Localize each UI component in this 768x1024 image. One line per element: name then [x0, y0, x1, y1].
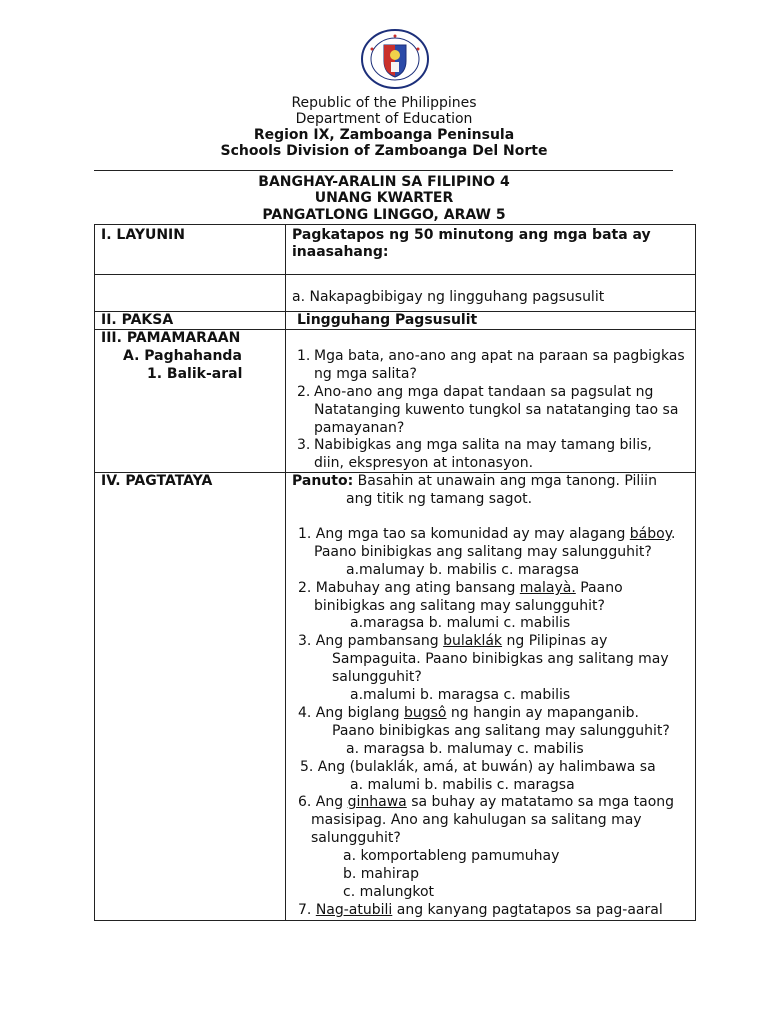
header-divider	[94, 170, 673, 171]
list-item: Ano-ano ang mga dapat tandaan sa pagsulat ng	[314, 384, 654, 400]
underlined-word: báboy	[629, 526, 672, 542]
list-item-number: 1.	[297, 348, 311, 364]
list-item: ng mga salita?	[314, 366, 417, 382]
question-6: 6. Ang ginhawa sa buhay ay matatamo sa mga taong	[298, 794, 675, 810]
pamamaraan-balik-aral: 1. Balik-aral	[147, 366, 243, 382]
header-region: Region IX, Zamboanga Peninsula	[253, 127, 515, 143]
section-paksa-label: II. PAKSA	[101, 312, 174, 328]
title-week-day: PANGATLONG LINGGO, ARAW 5	[262, 207, 506, 223]
layunin-intro-cont: inaasahang:	[292, 244, 389, 260]
paksa-value: Lingguhang Pagsusulit	[297, 312, 478, 328]
question-3-prompt: Sampaguita. Paano binibigkas ang salitang may	[332, 651, 669, 667]
question-2-prompt: binibigkas ang salitang may salungguhit?	[314, 598, 605, 614]
question-1-choices: a.malumay b. mabilis c. maragsa	[346, 562, 580, 578]
title-quarter: UNANG KWARTER	[314, 190, 454, 206]
question-6-choice-c: c. malungkot	[343, 884, 434, 900]
panuto-text-cont: ang titik ng tamang sagot.	[346, 491, 533, 507]
question-6-prompt: masisipag. Ano ang kahulugan sa salitang may	[311, 812, 642, 828]
layunin-intro: Pagkatapos ng 50 minutong ang mga bata ay	[292, 227, 651, 243]
panuto-instruction	[292, 472, 657, 490]
row-divider	[95, 274, 695, 275]
question-7: 7. Nag-atubili ang kanyang pagtatapos sa pag-aaral	[298, 902, 663, 918]
question-3-prompt-cont: salungguhit?	[332, 669, 422, 685]
panuto-text: Basahin at unawain ang mga tanong. Piliin	[353, 473, 657, 489]
list-item: Nabibigkas ang mga salita na may tamang bilis,	[314, 437, 652, 453]
question-3-choices: a.malumi b. maragsa c. mabilis	[350, 687, 571, 703]
question-4: 4. Ang biglang bugsô ng hangin ay mapanganib.	[298, 705, 639, 721]
list-item: diin, ekspresyon at intonasyon.	[314, 455, 534, 471]
underlined-word: bugsô	[403, 705, 447, 721]
section-pagtataya-label: IV. PAGTATAYA	[101, 473, 213, 489]
question-6-choice-a: a. komportableng pamumuhay	[343, 848, 560, 864]
section-pamamaraan-label: III. PAMAMARAAN	[101, 330, 241, 346]
list-item: pamayanan?	[314, 420, 405, 436]
lesson-plan-table	[94, 224, 696, 921]
header-department: Department of Education	[295, 111, 473, 127]
question-6-prompt-cont: salungguhit?	[311, 830, 401, 846]
section-layunin-label: I. LAYUNIN	[101, 227, 185, 243]
list-item: Mga bata, ano-ano ang apat na paraan sa pagbigkas	[314, 348, 685, 364]
pamamaraan-paghahanda: A. Paghahanda	[123, 348, 242, 364]
list-item-number: 3.	[297, 437, 311, 453]
question-4-choices: a. maragsa b. malumay c. mabilis	[346, 741, 584, 757]
question-1-prompt: Paano binibigkas ang salitang may salungguhit?	[314, 544, 652, 560]
question-4-prompt: Paano binibigkas ang salitang may salungguhit?	[332, 723, 670, 739]
deped-seal-logo	[360, 29, 430, 89]
list-item: Natatanging kuwento tungkol sa natatanging tao sa	[314, 402, 679, 418]
underlined-word: malayà.	[519, 580, 576, 596]
question-2-choices: a.maragsa b. malumi c. mabilis	[350, 615, 571, 631]
title-subject: BANGHAY-ARALIN SA FILIPINO 4	[258, 174, 510, 190]
header-republic: Republic of the Philippines	[291, 95, 477, 111]
underlined-word: ginhawa	[347, 794, 407, 810]
underlined-word: Nag-atubili	[315, 902, 393, 918]
question-2: 2. Mabuhay ang ating bansang malayà. Paano	[298, 580, 623, 596]
question-5-choices: a. malumi b. mabilis c. maragsa	[350, 777, 575, 793]
layunin-objective: a. Nakapagbibigay ng lingguhang pagsusulit	[292, 289, 605, 305]
panuto-label: Panuto:	[292, 473, 354, 489]
list-item-number: 2.	[297, 384, 311, 400]
question-6-choice-b: b. mahirap	[343, 866, 419, 882]
question-1: 1. Ang mga tao sa komunidad ay may alagang báboy.	[298, 526, 676, 542]
question-3: 3. Ang pambansang bulaklák ng Pilipinas ay	[298, 633, 608, 649]
question-5: 5. Ang (bulaklák, amá, at buwán) ay halimbawa sa	[300, 759, 656, 775]
underlined-word: bulaklák	[443, 633, 503, 649]
header-division: Schools Division of Zamboanga Del Norte	[220, 143, 548, 159]
